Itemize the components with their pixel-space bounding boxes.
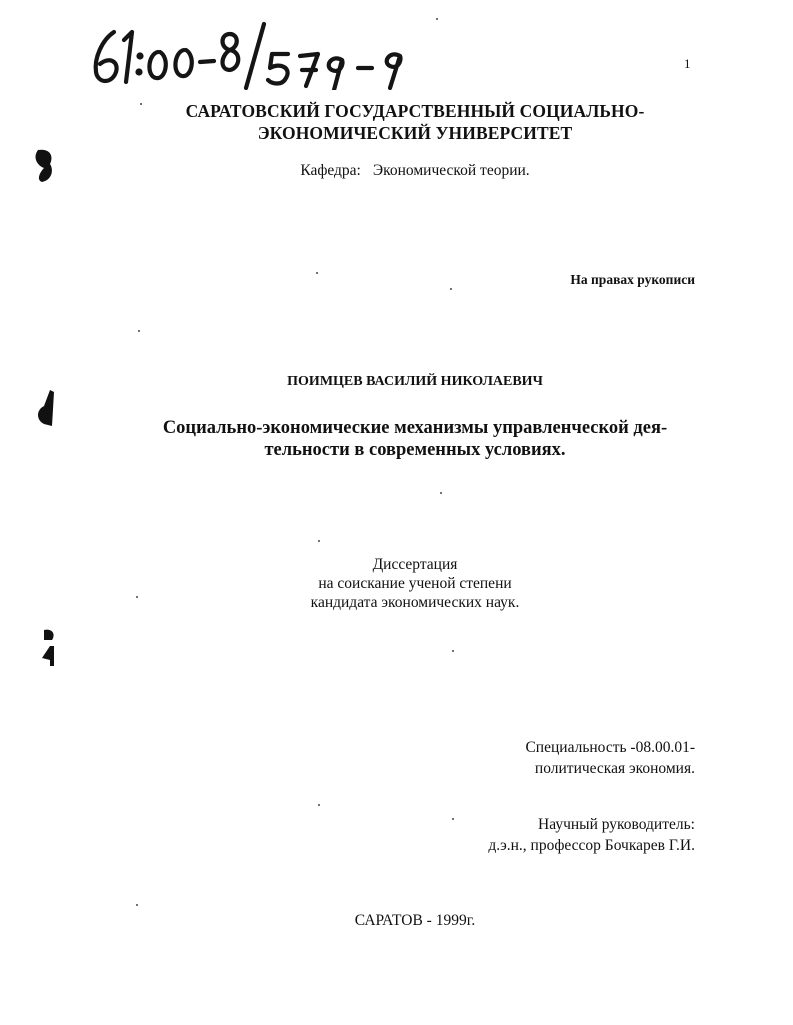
department-name: Экономической теории. [372, 162, 530, 179]
specialty-line-2: политическая экономия. [534, 760, 695, 777]
scan-mark-3 [38, 628, 60, 668]
scan-speck [318, 540, 320, 542]
scan-speck [138, 330, 140, 332]
page-number: 1 [684, 56, 691, 71]
scan-mark-1 [30, 148, 60, 184]
title-line-1: Социально-экономические механизмы управленческой дея- [162, 418, 668, 438]
scan-speck [452, 818, 454, 820]
title-line-2: тельности в современных условиях. [264, 440, 566, 460]
city-year: САРАТОВ - 1999г. [354, 912, 476, 929]
scan-speck [436, 18, 438, 20]
supervisor [488, 814, 695, 856]
dissertation-title [130, 417, 700, 461]
dissertation-line-3: кандидата экономических наук. [310, 594, 520, 611]
scan-mark-2 [34, 388, 60, 428]
specialty-line-1: Специальность -08.00.01- [525, 739, 695, 756]
dissertation-line-2: на соискание ученой степени [318, 575, 512, 592]
scan-speck [140, 103, 142, 105]
scan-speck [452, 650, 454, 652]
specialty [525, 737, 695, 779]
handwritten-catalog-number [88, 18, 428, 90]
dissertation-line-1: Диссертация [372, 556, 458, 573]
institution-line-2: ЭКОНОМИЧЕСКИЙ УНИВЕРСИТЕТ [257, 123, 573, 143]
manuscript-note: На правах рукописи [570, 272, 695, 287]
author-name: ПОИМЦЕВ ВАСИЛИЙ НИКОЛАЕВИЧ [287, 374, 543, 389]
scan-speck [440, 492, 442, 494]
department [200, 162, 630, 180]
department-label: Кафедра: [300, 162, 361, 179]
scan-speck [136, 596, 138, 598]
supervisor-line-1: Научный руководитель: [538, 816, 695, 833]
institution-line-1: САРАТОВСКИЙ ГОСУДАРСТВЕННЫЙ СОЦИАЛЬНО- [185, 101, 645, 121]
scan-speck [450, 288, 452, 290]
scan-speck [318, 804, 320, 806]
scan-speck [136, 904, 138, 906]
dissertation-type [260, 555, 570, 612]
supervisor-line-2: д.э.н., профессор Бочкарев Г.И. [488, 837, 695, 854]
scan-speck [316, 272, 318, 274]
institution-name [120, 100, 710, 144]
